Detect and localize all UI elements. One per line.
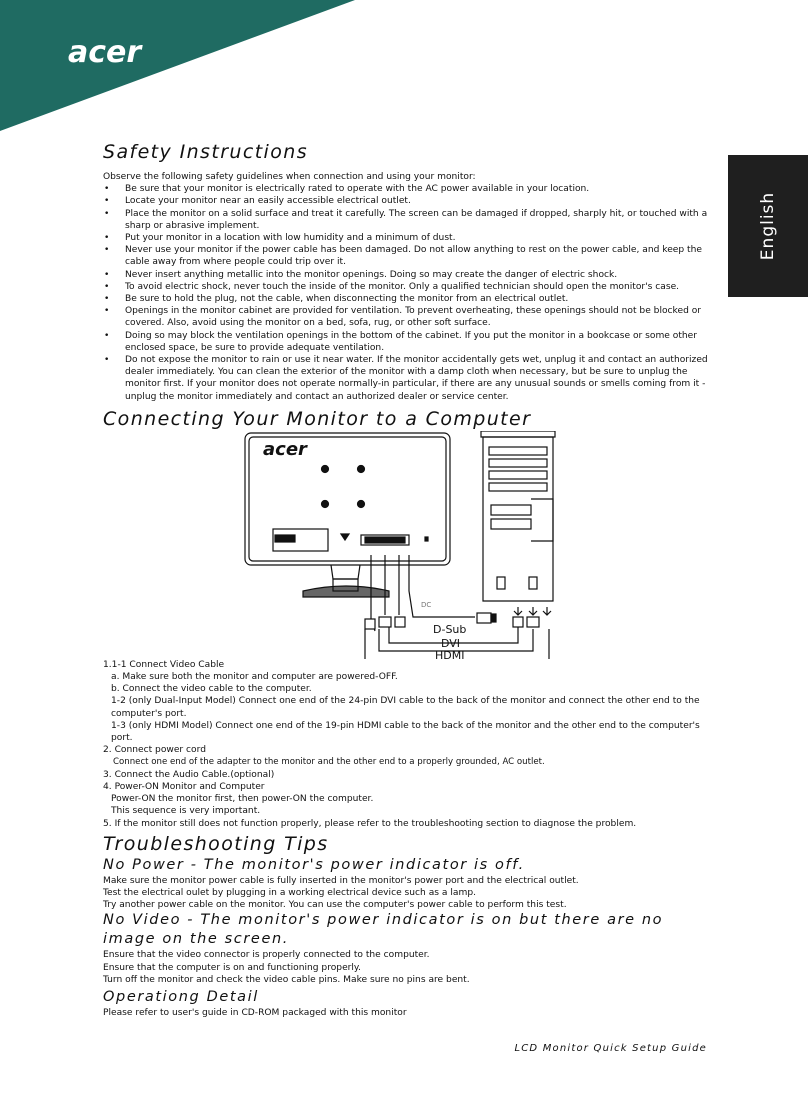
step-2: 2. Connect power cord: [103, 745, 206, 756]
step-3: 3. Connect the Audio Cable.(optional): [103, 769, 275, 780]
operating-title: Operationg Detail: [103, 988, 259, 1005]
connecting-title: Connecting Your Monitor to a Computer: [103, 407, 532, 430]
cable-label-dsub: D-Sub: [433, 622, 467, 636]
step-2-detail: Connect one end of the adapter to the monitor and the other end to a properly grounded, AC outlet.: [113, 757, 545, 768]
footer-title: LCD Monitor Quick Setup Guide: [514, 1043, 707, 1054]
connection-diagram: [103, 431, 715, 659]
list-item: • Be sure to hold the plug, not the cable, when disconnecting the monitor from an electrical outlet.: [103, 293, 715, 305]
cable-label-dvi: DVI: [441, 636, 461, 650]
no-video-line-3: Turn off the monitor and check the video cable pins. Make sure no pins are bent.: [103, 974, 470, 985]
no-video-line-2: Ensure that the computer is on and functioning properly.: [103, 962, 361, 973]
safety-intro: Observe the following safety guidelines when connection and using your monitor:: [103, 172, 476, 182]
operating-text: Please refer to user's guide in CD-ROM packaged with this monitor: [103, 1007, 407, 1018]
step-4-detail-1: Power-ON the monitor first, then power-ON the computer.: [111, 794, 374, 805]
step-5: 5. If the monitor still does not function properly, please refer to the troubleshooting section to diagnose the problem.: [103, 818, 637, 829]
acer-logo: acer: [68, 35, 142, 70]
no-video-line-1: Ensure that the video connector is properly connected to the computer.: [103, 950, 430, 961]
cable-label-hdmi: HDMI: [435, 648, 465, 659]
safety-title: Safety Instructions: [103, 141, 309, 163]
monitor-illustration: [245, 433, 450, 597]
page-content: [103, 140, 715, 1019]
no-power-line-3: Try another power cable on the monitor. You can use the computer's power cable to perform this test.: [103, 900, 567, 911]
list-item: • Place the monitor on a solid surface and treat it carefully. The screen can be damaged if dropped, sharply hit, or touched with a sharp or abrasive implement.: [103, 208, 715, 232]
list-item: • Do not expose the monitor to rain or use it near water. If the monitor accidentally gets wet, unplug it and contact an authorized dealer immediately. You can clean the exterior of the monitor with a damp cloth when necessary, but be sure to unplug the monitor first. If your monitor does not operate normally-in particular, if there are any unusual sounds or smells coming from it -unplug the monitor immediately and contact an authorized dealer or service center.: [103, 354, 715, 403]
language-tab: [728, 155, 808, 297]
dc-label: DC: [421, 600, 432, 609]
connection-steps: [103, 659, 715, 830]
step-1b: b. Connect the video cable to the computer.: [111, 684, 312, 695]
list-item: • Never use your monitor if the power cable has been damaged. Do not allow anything to rest on the power cable, and keep the cable away from where people could trip over it.: [103, 244, 715, 268]
computer-tower-illustration: [481, 431, 555, 601]
list-item: • Locate your monitor near an easily accessible electrical outlet.: [103, 195, 715, 207]
step-4: 4. Power-ON Monitor and Computer: [103, 781, 265, 792]
no-power-line-1: Make sure the monitor power cable is fully inserted in the monitor's power port and the electrical outlet.: [103, 875, 579, 886]
no-power-line-2: Test the electrical oulet by plugging in a working electrical device such as a lamp.: [103, 887, 476, 898]
no-power-title: No Power - The monitor's power indicator is off.: [103, 856, 525, 873]
list-item: • Openings in the monitor cabinet are provided for ventilation. To prevent overheating, these openings should not be blocked or covered. Also, avoid using the monitor on a bed, sofa, rug, or other soft surface.: [103, 305, 715, 329]
header-banner: [0, 0, 360, 135]
list-item: • Doing so may block the ventilation openings in the bottom of the cabinet. If you put the monitor in a bookcase or some other enclosed space, be sure to provide adequate ventilation.: [103, 330, 715, 354]
step-1a: a. Make sure both the monitor and computer are powered-OFF.: [111, 672, 398, 683]
step-1-3: 1-3 (only HDMI Model) Connect one end of the 19-pin HDMI cable to the back of the monitor and the other end to the computer's port.: [111, 720, 700, 744]
no-video-title: No Video - The monitor's power indicator is on but there are no image on the screen.: [103, 912, 664, 948]
monitor-acer-logo: acer: [263, 438, 307, 460]
troubleshooting-title: Troubleshooting Tips: [103, 832, 329, 855]
step-1-2: 1-2 (only Dual-Input Model) Connect one end of the 24-pin DVI cable to the back of the monitor and connect the other end to the computer's port.: [111, 696, 700, 719]
list-item: • To avoid electric shock, never touch the inside of the monitor. Only a qualified technician should open the monitor's case.: [103, 281, 715, 293]
safety-list: [103, 183, 715, 403]
step-1: 1.1-1 Connect Video Cable: [103, 659, 225, 670]
step-4-detail-2: This sequence is very important.: [111, 806, 261, 817]
list-item: • Be sure that your monitor is electrically rated to operate with the AC power available in your location.: [103, 183, 715, 195]
list-item: • Put your monitor in a location with low humidity and a minimum of dust.: [103, 232, 715, 244]
list-item: • Never insert anything metallic into the monitor openings. Doing so may create the danger of electric shock.: [103, 269, 715, 281]
language-tab-label: English: [758, 191, 778, 261]
